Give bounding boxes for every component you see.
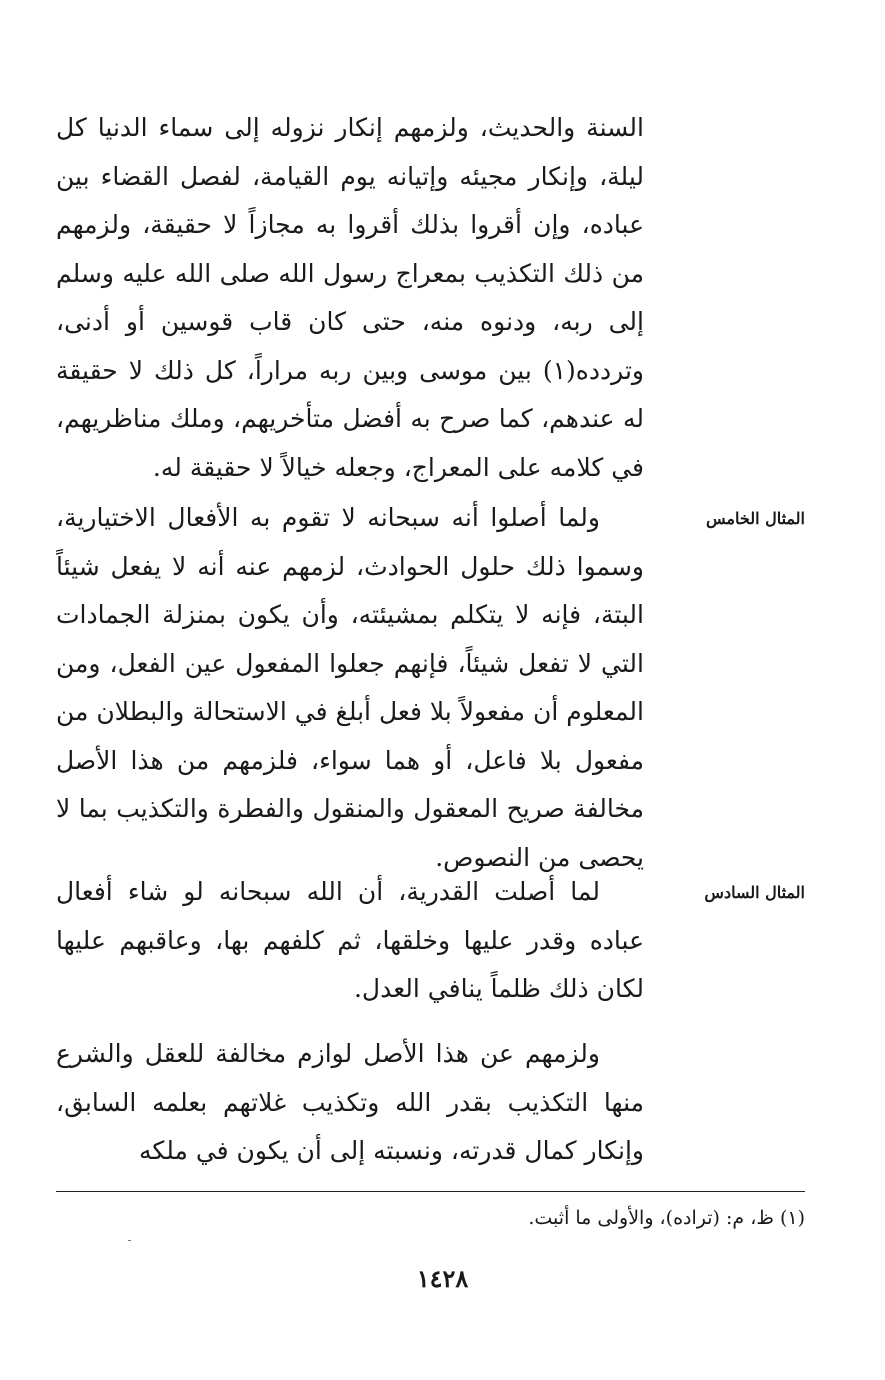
paragraph-sixth-example	[56, 868, 644, 1014]
page-number: ١٤٢٨	[416, 1264, 469, 1293]
scan-speck	[128, 1240, 131, 1241]
footnote: (١) ظ، م: (تراده)، والأولى ما أثبت.	[528, 1207, 805, 1229]
paragraph-text: ولزمهم عن هذا الأصل لوازم مخالفة للعقل والشرع منها التكذيب بقدر الله وتكذيب غلاتهم بعلمه السابق، وإنكار كمال قدرته، ونسبته إلى أن يكون في ملكه	[56, 1039, 644, 1165]
margin-heading-fifth-example: المثال الخامس	[706, 509, 805, 528]
paragraph-text: ولما أصلوا أنه سبحانه لا تقوم به الأفعال الاختيارية، وسموا ذلك حلول الحوادث، لزمهم عنه أنه لا يفعل شيئاً البتة، فإنه لا يتكلم بمشيئته، وأن يكون بمنزلة الجمادات التي لا تفعل شيئاً، فإنهم جعلوا المفعول عين الفعل، ومن المعلوم أن مفعولاً بلا فعل أبلغ في الاستحالة والبطلان من مفعول بلا فاعل، أو هما سواء، فلزمهم من هذا الأصل مخالفة صريح المعقول والمنقول والفطرة والتكذيب بما لا يحصى من النصوص.	[56, 503, 644, 872]
paragraph-continuation	[56, 104, 644, 492]
paragraph-text: لما أصلت القدرية، أن الله سبحانه لو شاء أفعال عباده وقدر عليها وخلقها، ثم كلفهم بها، وعاقبهم عليها لكان ذلك ظلماً ينافي العدل.	[56, 877, 644, 1003]
paragraph-fifth-example	[56, 494, 644, 882]
footnote-divider	[56, 1191, 805, 1192]
paragraph-text: السنة والحديث، ولزمهم إنكار نزوله إلى سماء الدنيا كل ليلة، وإنكار مجيئه وإتيانه يوم القيامة، لفصل القضاء بين عباده، وإن أقروا بذلك أقروا به مجازاً لا حقيقة، ولزمهم من ذلك التكذيب بمعراج رسول الله صلى الله عليه وسلم إلى ربه، ودنوه منه، حتى كان قاب قوسين أو أدنى، وتردده(١) بين موسى وبين ربه مراراً، كل ذلك لا حقيقة له عندهم، كما صرح به أفضل متأخريهم، وملك مناظريهم، في كلامه على المعراج، وجعله خيالاً لا حقيقة له.	[56, 113, 644, 482]
paragraph-consequences	[56, 1030, 644, 1176]
margin-heading-sixth-example: المثال السادس	[704, 883, 805, 902]
